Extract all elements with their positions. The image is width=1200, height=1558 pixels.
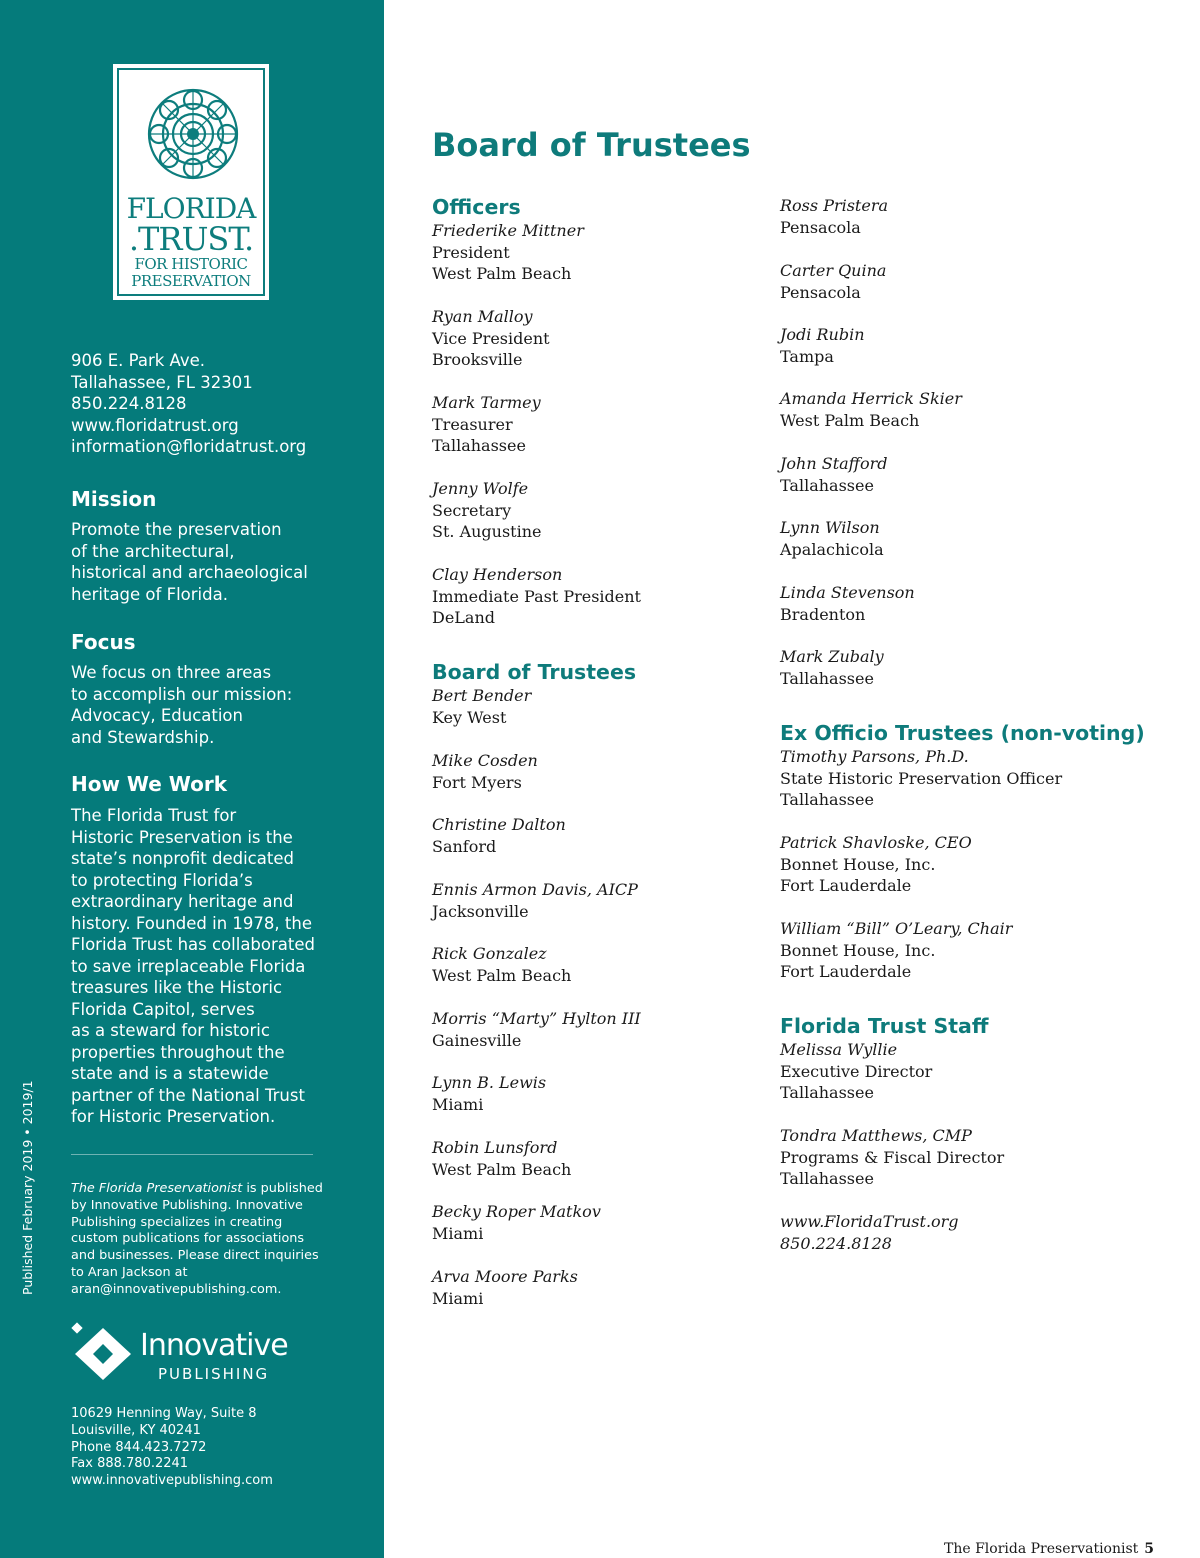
publisher-address bbox=[71, 1406, 273, 1490]
board-of-trustees-heading: Board of Trustees bbox=[432, 660, 637, 684]
list-item: Melissa Wyllie Executive Director Tallahassee bbox=[780, 1040, 933, 1102]
list-item: Timothy Parsons, Ph.D. State Historic Preservation Officer Tallahassee bbox=[780, 747, 1063, 809]
publisher-logo-sub: PUBLISHING bbox=[158, 1365, 270, 1383]
sidebar-divider bbox=[71, 1154, 313, 1155]
list-item: Robin Lunsford West Palm Beach bbox=[432, 1138, 572, 1179]
email-link[interactable]: information@floridatrust.org bbox=[71, 437, 307, 456]
list-item: Clay Henderson Immediate Past President DeLand bbox=[432, 565, 641, 627]
list-item: Ross Pristera Pensacola bbox=[780, 196, 889, 237]
list-item: Carter Quina Pensacola bbox=[780, 261, 887, 302]
how-we-work-heading: How We Work bbox=[71, 772, 228, 796]
mission-heading: Mission bbox=[71, 487, 157, 511]
phone-number: 850.224.8128 bbox=[71, 394, 187, 413]
publisher-phone: Phone 844.423.7272 bbox=[71, 1439, 207, 1455]
list-item: Lynn B. Lewis Miami bbox=[432, 1073, 547, 1114]
page-footer bbox=[944, 1541, 1154, 1557]
list-item: Lynn Wilson Apalachicola bbox=[780, 518, 884, 559]
list-item: Jodi Rubin Tampa bbox=[780, 325, 865, 366]
staff-website-link[interactable]: www.FloridaTrust.org bbox=[780, 1212, 959, 1231]
mission-text: Promote the preservation of the architectural, historical and archaeological heritage of Florida. bbox=[71, 520, 308, 604]
footer-publication: The Florida Preservationist bbox=[944, 1541, 1139, 1557]
focus-heading: Focus bbox=[71, 630, 136, 654]
staff-contact bbox=[780, 1211, 959, 1254]
florida-trust-logo bbox=[113, 64, 269, 300]
publisher-logo-name: Innovative bbox=[140, 1328, 288, 1363]
publisher-city: Louisville, KY 40241 bbox=[71, 1422, 201, 1438]
logo-text-trust: .TRUST. bbox=[128, 220, 254, 258]
list-item: Mark Zubaly Tallahassee bbox=[780, 647, 884, 688]
list-item: Christine Dalton Sanford bbox=[432, 815, 566, 856]
logo-text-florida: FLORIDA bbox=[126, 192, 256, 225]
publisher-website-link[interactable]: www.innovativepublishing.com bbox=[71, 1473, 273, 1489]
list-item: Amanda Herrick Skier West Palm Beach bbox=[780, 389, 962, 430]
list-item: Mike Cosden Fort Myers bbox=[432, 751, 538, 792]
list-item: Patrick Shavloske, CEO Bonnet House, Inc. Fort Lauderdale bbox=[780, 833, 972, 895]
page-title: Board of Trustees bbox=[432, 126, 751, 164]
publisher-fax: Fax 888.780.2241 bbox=[71, 1456, 189, 1472]
list-item: William “Bill” O’Leary, Chair Bonnet House, Inc. Fort Lauderdale bbox=[780, 919, 1013, 981]
list-item: Mark Tarmey Treasurer Tallahassee bbox=[432, 393, 541, 455]
staff-phone: 850.224.8128 bbox=[780, 1233, 892, 1253]
city-state-zip: Tallahassee, FL 32301 bbox=[71, 372, 253, 392]
list-item: Ennis Armon Davis, AICP Jacksonville bbox=[432, 880, 638, 921]
publisher-note bbox=[71, 1181, 331, 1299]
innovative-publishing-logo-icon bbox=[71, 1322, 151, 1384]
staff-heading: Florida Trust Staff bbox=[780, 1014, 989, 1038]
list-item: John Stafford Tallahassee bbox=[780, 454, 888, 495]
street-address: 906 E. Park Ave. bbox=[71, 351, 206, 370]
sidebar bbox=[0, 0, 384, 1558]
publication-date: Published February 2019 • 2019/1 bbox=[20, 1080, 35, 1295]
list-item: Morris “Marty” Hylton III Gainesville bbox=[432, 1009, 641, 1050]
list-item: Arva Moore Parks Miami bbox=[432, 1267, 578, 1308]
publication-name: The Florida Preservationist bbox=[71, 1181, 243, 1196]
logo-text-for-historic: FOR HISTORIC bbox=[134, 255, 248, 273]
officers-heading: Officers bbox=[432, 195, 521, 219]
rosette-icon bbox=[139, 76, 247, 190]
publisher-note-text: is published by Innovative Publishing. Innovative Publishing specializes in creating custom publications for associations and businesses. Please direct inquiries to Aran Jackson at aran@innovativepublishing.com. bbox=[71, 1181, 323, 1297]
list-item: Friederike Mittner President West Palm Beach bbox=[432, 221, 584, 283]
ex-officio-heading: Ex Officio Trustees (non-voting) bbox=[780, 721, 1145, 745]
list-item: Jenny Wolfe Secretary St. Augustine bbox=[432, 479, 542, 541]
list-item: Tondra Matthews, CMP Programs & Fiscal Director Tallahassee bbox=[780, 1126, 1005, 1188]
focus-text: We focus on three areas to accomplish our mission: Advocacy, Education and Stewardship. bbox=[71, 663, 293, 747]
list-item: Becky Roper Matkov Miami bbox=[432, 1202, 601, 1243]
logo-text-preservation: PRESERVATION bbox=[131, 272, 251, 290]
publisher-street: 10629 Henning Way, Suite 8 bbox=[71, 1406, 257, 1421]
website-link[interactable]: www.floridatrust.org bbox=[71, 415, 239, 435]
list-item: Bert Bender Key West bbox=[432, 686, 532, 727]
page-number: 5 bbox=[1144, 1541, 1155, 1557]
how-we-work-text: The Florida Trust for Historic Preservation is the state’s nonprofit dedicated to protecting Florida’s extraordinary heritage and history. Founded in 1978, the Florida Trust has collaborated to save irreplaceable Florida treasures like the Historic Florida Capitol, serves as a steward for historic properties throughout the state and is a statewide partner of the National Trust for Historic Preservation. bbox=[71, 806, 315, 1126]
list-item: Rick Gonzalez West Palm Beach bbox=[432, 944, 572, 985]
list-item: Linda Stevenson Bradenton bbox=[780, 583, 915, 624]
contact-address bbox=[71, 350, 306, 458]
list-item: Ryan Malloy Vice President Brooksville bbox=[432, 307, 550, 369]
